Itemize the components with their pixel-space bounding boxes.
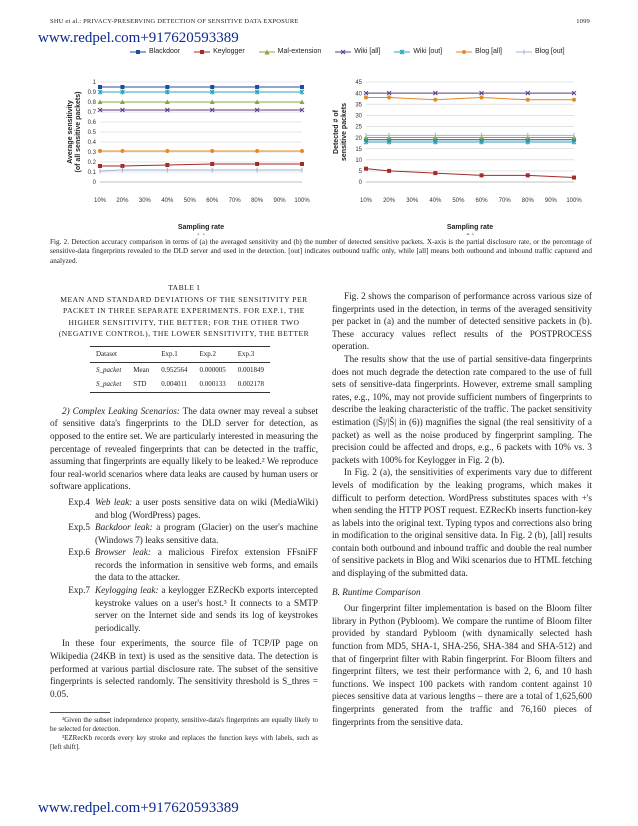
data-point-blog-all [300, 149, 304, 153]
table-cell: 0.001849 [237, 365, 264, 374]
page-number: 1099 [576, 18, 590, 25]
y-tick-label: 15 [355, 146, 362, 153]
data-point-keylogger [480, 173, 484, 177]
x-tick-label: 80% [521, 198, 534, 204]
legend-label: Blog [all] [475, 48, 502, 55]
y-tick-label: 0.3 [87, 150, 96, 157]
y-tick-label: 0 [358, 180, 362, 187]
footnote-3: ³EZRecKb records every key stroke and replaces the function keys with labels, such as [left shift]. [50, 734, 318, 752]
y-axis-label: Detected # ofsensitive packets [333, 103, 348, 161]
chart-b [322, 60, 592, 235]
series-line-blog-all [366, 98, 574, 100]
legend-item-blackdoor [130, 48, 180, 55]
y-tick-label: 25 [355, 124, 362, 131]
legend-marker-keylogger [194, 49, 210, 55]
x-tick-label: 40% [429, 198, 442, 204]
data-point-blog-all [120, 149, 124, 153]
legend-label: Keylogger [213, 48, 245, 55]
series-wiki-all [364, 91, 576, 95]
data-point-blog-all [364, 96, 368, 100]
series-blog-all [364, 96, 576, 102]
figure-caption: Fig. 2. Detection accuracy comparison in terms of (a) the averaged sensitivity and (b) the number of detected sensitive packets. X-axis is the partial disclosure rate, or the percentage of sensitive-data fingerprints revealed to the DLD server and used in the detection. [out] indicates outbound traffic only, while [all] means both outbound and inbound traffic captured and analyzed. [50, 238, 592, 265]
x-tick-label: 10% [359, 198, 373, 204]
table-cell: Mean [133, 365, 150, 374]
data-point-blog-all [255, 149, 259, 153]
data-point-keylogger [255, 162, 259, 166]
data-point-blog-all [387, 96, 391, 100]
series-line-keylogger [366, 169, 574, 178]
y-tick-label: 40 [355, 91, 362, 98]
chart-grid [100, 82, 302, 182]
experiment-item [50, 546, 318, 584]
table-cell: 0.002178 [237, 380, 264, 389]
chart-a [50, 60, 320, 235]
x-tick-label: 30% [406, 198, 419, 204]
legend-label: Wiki [all] [354, 48, 381, 55]
legend-label: Blackdoor [149, 48, 181, 55]
y-tick-label: 0.2 [87, 160, 96, 167]
paragraph: The results show that the use of partial sensitive-data fingerprints does not much degrade the detection rate compared to the use of full sets of sensitive-data fingerprints. However, extreme small sampling rates, e.g., 10%, may not provide sufficient numbers of fingerprints to describe the leaking characteristic of the traffic. The packet sensitivity estimation (|Š|/|Š| in (6)) magnifies the signal (the real sensitivity of a packet) as well as the noise produced by fingerprint sampling. The precision could be affected and drops, e.g., 6 packets with 10% vs. 3 packets with 100% for Keylogger in Fig. 2 (b). [332, 353, 592, 465]
experiment-text: a user posts sensitive data on wiki (MediaWiki) and blog (WordPress) pages. [95, 496, 319, 520]
table-header: Dataset [96, 349, 117, 358]
left-column [50, 282, 318, 752]
footnote-divider [50, 712, 110, 713]
experiment-tag: Exp.7 [68, 585, 90, 596]
data-point-blog-all [480, 96, 484, 100]
y-axis-label: Average sensitivity(of all sensitive packets) [67, 91, 82, 173]
data-point-blog-all [165, 149, 169, 153]
y-tick-label: 0.5 [87, 130, 96, 137]
paragraph-leaking-scenarios [50, 405, 318, 493]
paragraph: In Fig. 2 (a), the sensitivities of experiments vary due to different levels of modification by the leaking programs, which makes it difficult to perform detection. WordPress substitutes spaces with +'s when sending the HTTP POST request. EZRecKb inserts function-key as labels into the original text. Typing typos and corrections also bring in modification to the original sensitive data. In Fig. 2 (b), [all] results contain both outbound and inbound traffic and double the real number of sensitive packets in Blog and Wiki scenarios due to HTML fetching and displaying of the submitted data. [332, 467, 592, 579]
x-tick-label: 20% [116, 198, 129, 204]
data-point-keylogger [98, 164, 102, 168]
legend-marker-wiki-out [394, 49, 410, 55]
x-tick-label: 90% [273, 198, 286, 204]
table-cell: S_packet [96, 380, 122, 389]
table-cell: STD [133, 380, 147, 389]
section-heading: 2) Complex Leaking Scenarios: [62, 405, 180, 416]
paragraph: Fig. 2 shows the comparison of performance across various size of fingerprints used in the detection, in terms of the averaged sensitivity per packet in (a) and the number of detected sensitive packets in (b). These accuracy values reflect results of the POSTPROCESS operation. [332, 291, 592, 352]
series-mal-extension [98, 100, 305, 105]
table-cell: 0.952564 [161, 365, 188, 374]
series-wiki-out [98, 90, 304, 95]
experiment-text: a program (Glacier) on the user's machine (Windows 7) leaks sensitive data. [95, 522, 318, 545]
data-point-keylogger [300, 162, 304, 166]
legend-label: Blog [out] [534, 48, 565, 55]
data-point-blackdoor [210, 85, 214, 89]
x-tick-label: 90% [544, 198, 557, 204]
running-header [50, 18, 590, 25]
panel-label [466, 234, 475, 235]
footnote-2: ²Given the subset independence property, sensitive-data's fingerprints are equally likely to be selected for detection. [50, 716, 318, 734]
x-tick-label: 50% [183, 198, 196, 204]
legend-label: Mal-extension [277, 48, 322, 55]
y-tick-label: 0.4 [87, 140, 96, 147]
legend-marker-blog-all [456, 49, 472, 55]
x-tick-label: 60% [475, 198, 488, 204]
x-tick-label: 60% [206, 198, 219, 204]
series-blog-all [98, 149, 304, 153]
experiment-text: a keylogger EZRecKb exports intercepted keystroke values on a user's host.³ It connects to a SMTP server on the Internet side and sends its log of keystrokes periodically. [95, 585, 318, 633]
y-tick-label: 35 [355, 102, 362, 109]
y-tick-label: 10 [355, 157, 362, 164]
table-title: MEAN AND STANDARD DEVIATIONS OF THE SENSITIVITY PER PACKET IN THREE SEPARATE EXPERIMENTS. FOR EXP.1, THE HIGHER SENSITIVITY, THE BETTER; FOR THE OTHER TWO (NEGATIVE CONTROL), THE LOWER SENSITIVITY, THE BETTER [58, 294, 310, 339]
running-title: SHU et al.: PRIVACY-PRESERVING DETECTION OF SENSITIVE DATA EXPOSURE [50, 18, 299, 25]
data-point-blog-all [98, 149, 102, 153]
data-point-keylogger [165, 163, 169, 167]
series-line-blog-out [100, 170, 302, 171]
y-tick-label: 45 [355, 80, 362, 87]
x-tick-label: 70% [498, 198, 511, 204]
legend-item-blog-out [516, 48, 565, 55]
table-header: Exp.3 [237, 349, 255, 358]
table-header: Exp.2 [199, 349, 216, 358]
y-tick-label: 5 [358, 169, 362, 176]
data-point-keylogger [433, 171, 437, 175]
series-blog-out [100, 168, 302, 174]
legend-item-keylogger [194, 48, 245, 55]
experiment-list [50, 496, 318, 635]
chart-grid [366, 82, 574, 182]
series-wiki-all [98, 108, 304, 112]
section-heading-runtime: B. Runtime Comparison [332, 586, 421, 597]
data-point-keylogger [120, 164, 124, 168]
x-tick-label: 30% [138, 198, 151, 204]
chart-legend [130, 48, 600, 55]
y-tick-label: 0 [92, 180, 96, 187]
table-header: Exp.1 [161, 349, 178, 358]
series-blackdoor [364, 138, 576, 142]
experiment-tag: Exp.4 [68, 496, 90, 507]
y-tick-label: 30 [355, 113, 362, 120]
experiment-text: a malicious Firefox extension FFsniFF records the information in sensitive web forms, and emails the data to the attacker. [95, 547, 318, 583]
experiment-item [50, 496, 318, 521]
experiment-title: Backdoor leak: [95, 522, 153, 533]
legend-marker-wiki-all [335, 49, 351, 55]
watermark-bottom[interactable]: www.redpel.com+917620593389 [38, 800, 239, 816]
legend-marker-mal-extension [259, 49, 275, 55]
legend-label: Wiki [out] [413, 48, 443, 55]
data-point-keylogger [572, 176, 576, 180]
paragraph-text: The data owner may reveal a subset of sensitive data's fingerprints to the DLD server for detection, as opposed to the entire set. We are particularly interested in measuring the percentage of revealed fingerprints that can be detected in the traffic, assuming that fingerprints are equally likely to be leaked.² We reproduce four real-world scenarios where data leaks are caused by human users or software applications. [50, 405, 318, 492]
data-point-blackdoor [165, 85, 169, 89]
y-tick-label: 0.6 [87, 120, 96, 127]
x-tick-label: 50% [452, 198, 465, 204]
data-point-blog-all [572, 98, 576, 102]
legend-marker-blog-out [516, 49, 532, 55]
data-point-keylogger [387, 169, 391, 173]
series-keylogger [364, 167, 576, 180]
data-point-blackdoor [300, 85, 304, 89]
y-tick-label: 0.8 [87, 100, 96, 107]
right-column [332, 290, 592, 728]
experiment-title: Web leak: [95, 496, 133, 507]
data-point-keylogger [526, 173, 530, 177]
legend-item-wiki-all [335, 48, 380, 55]
legend-item-wiki-out [394, 48, 442, 55]
series-line-keylogger [100, 164, 302, 166]
x-tick-label: 40% [161, 198, 174, 204]
experiment-item [50, 584, 318, 634]
legend-item-mal-extension [259, 48, 322, 55]
x-tick-label: 20% [383, 198, 396, 204]
table-cell: S_packet [96, 365, 122, 374]
y-tick-label: 1 [92, 80, 96, 87]
table-cell: 0.000133 [199, 380, 226, 389]
x-tick-label: 70% [228, 198, 241, 204]
table-header-row [90, 346, 270, 362]
data-point-blog-all [526, 98, 530, 102]
table-header [127, 346, 155, 362]
y-tick-label: 0.7 [87, 110, 96, 117]
data-point-keylogger [210, 162, 214, 166]
series-blackdoor [98, 85, 304, 89]
series-keylogger [98, 162, 304, 168]
experiment-tag: Exp.5 [68, 522, 90, 533]
legend-item-blog-all [456, 48, 502, 55]
x-tick-label: 100% [294, 198, 310, 204]
paragraph-experiments: In these four experiments, the source file of TCP/IP page on Wikipedia (24KB in text) is used as the sensitive data. The detection is performed at various partial disclosure rate. The subset of the sensitive fingerprints is selected randomly. The sensitivity threshold is S_thres = 0.05. [50, 638, 318, 699]
table-cell: 0.000005 [199, 365, 226, 374]
experiment-tag: Exp.6 [68, 547, 90, 558]
experiment-item [50, 521, 318, 546]
x-tick-label: 100% [566, 198, 582, 204]
x-axis-label: Sampling rate [177, 224, 225, 231]
data-point-blog-all [433, 98, 437, 102]
table-row [90, 362, 270, 377]
x-tick-label: 80% [251, 198, 264, 204]
watermark-top[interactable]: www.redpel.com+917620593389 [38, 30, 239, 46]
data-point-blog-all [210, 149, 214, 153]
data-point-keylogger [364, 167, 368, 171]
table-row [90, 377, 270, 392]
x-axis-label: Sampling rate [446, 224, 494, 231]
y-tick-label: 0.9 [87, 90, 96, 97]
paragraph: Our fingerprint filter implementation is based on the Bloom filter library in Python (Pybloom). We compare the runtime of Bloom filter provided by standard Pybloom (with dynamically selected hash function from MD5, SHA-1, SHA-256, SHA-384 and SHA-512) and that of fingerprint filter with Rabin fingerprint. For Bloom filters and fingerprint filters, we test their performance with 2, 6, and 10 hash functions. We inspect 100 packets with random content against 10 pieces sensitive data at various lengths – there are a total of 1,625,600 fingerprints generated from the traffic and 76,160 pieces of fingerprints from the sensitive data. [332, 603, 592, 727]
y-tick-label: 20 [355, 135, 362, 142]
legend-marker-blackdoor [130, 49, 146, 55]
data-point-blackdoor [98, 85, 102, 89]
y-tick-label: 0.1 [87, 170, 96, 177]
table-cell: 0.004011 [161, 380, 188, 389]
x-tick-label: 10% [93, 198, 107, 204]
table-label: TABLE I [168, 283, 200, 292]
data-point-blackdoor [120, 85, 124, 89]
panel-label [197, 234, 206, 235]
table-1 [90, 346, 270, 393]
data-point-blackdoor [255, 85, 259, 89]
experiment-title: Browser leak: [95, 547, 151, 558]
experiment-title: Keylogging leak: [95, 585, 159, 596]
